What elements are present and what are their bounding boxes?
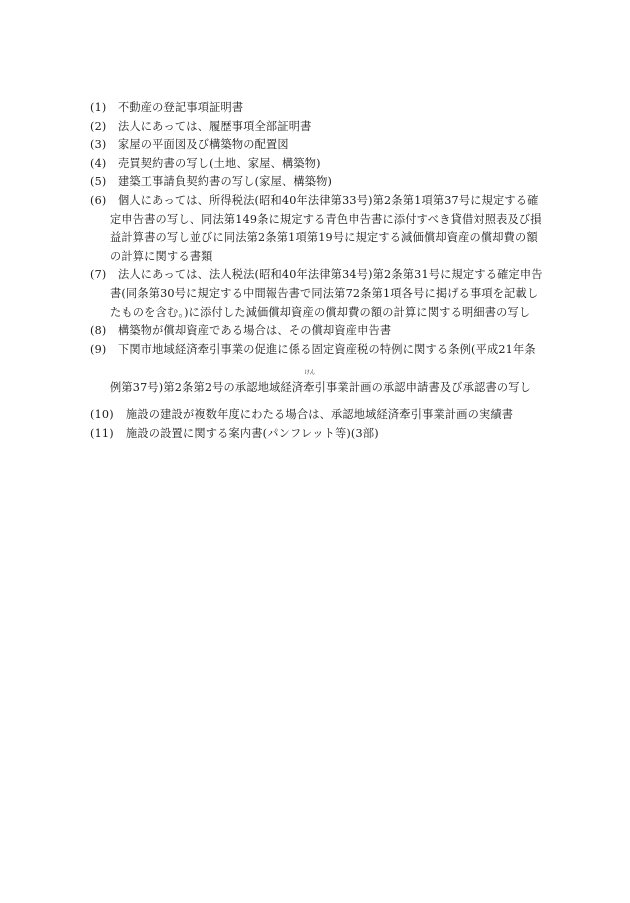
item-number: (5) [90, 175, 107, 189]
item-line: 家屋の平面図及び構築物の配置図 [118, 138, 289, 152]
item-line: 構築物が償却資産である場合は、その償却資産申告書 [118, 324, 392, 338]
list-item [90, 425, 552, 444]
item-text [110, 192, 544, 266]
list-item [90, 99, 552, 118]
list-item [90, 192, 552, 266]
item-text [118, 173, 544, 192]
item-number: (11) [90, 426, 114, 440]
item-line: 法人にあっては、法人税法(昭和40年法律第34号)第2条第31号に規定する確定申告 [118, 268, 543, 282]
item-number: (9) [90, 342, 107, 356]
item-line: 建築工事請負契約書の写し(家屋、構築物) [118, 175, 333, 189]
ruby-line-before: 例第37号)第2条第2号の承認地域経済 [110, 381, 304, 395]
item-line: 不動産の登記事項証明書 [118, 101, 244, 114]
item-number: (1) [90, 101, 107, 114]
item-line: 下関市地域経済牽引事業の促進に係る固定資産税の特例に関する条例(平成21年条 [118, 342, 536, 356]
item-line: の計算に関する書類 [110, 249, 213, 263]
item-text [126, 406, 552, 425]
item-line: 定申告書の写し、同法第149条に規定する青色申告書に添付すべき貸借対照表及び損 [110, 212, 542, 226]
item-text [118, 99, 544, 118]
list-item [90, 118, 552, 137]
item-text [118, 118, 544, 137]
ruby-annotated-char [303, 370, 316, 398]
item-text [126, 425, 552, 444]
item-number: (8) [90, 324, 107, 338]
item-number: (10) [90, 407, 114, 421]
list-item [90, 266, 552, 322]
item-number: (3) [90, 138, 107, 152]
item-line: 売買契約書の写し(土地、家屋、構築物) [118, 156, 321, 170]
item-number: (6) [90, 193, 107, 207]
list-item [90, 136, 552, 155]
item-text [118, 155, 544, 174]
item-number: (4) [90, 156, 107, 170]
item-line: 個人にあっては、所得税法(昭和40年法律第33号)第2条第1項第37号に規定する確 [118, 193, 539, 207]
required-documents-list [90, 99, 552, 443]
item-text [110, 341, 544, 398]
item-line: 法人にあっては、履歴事項全部証明書 [118, 119, 312, 133]
item-text [118, 322, 544, 341]
item-line: 益計算書の写し並びに同法第2条第1項第19号に規定する減価償却資産の償却費の額 [110, 231, 538, 245]
list-item [90, 173, 552, 192]
item-line: 書(同条第30号に規定する中間報告書で同法第72条第1項各号に掲げる事項を記載し [110, 286, 539, 300]
ruby-reading: けん [304, 370, 316, 377]
list-item [90, 155, 552, 174]
ruby-line-after: 引事業計画の承認申請書及び承認書の写し [314, 381, 532, 395]
list-item [90, 322, 552, 341]
item-number: (2) [90, 119, 107, 133]
item-line: 施設の設置に関する案内書(パンフレット等)(3部) [126, 426, 379, 440]
item-line: 施設の建設が複数年度にわたる場合は、承認地域経済牽引事業計画の実績書 [126, 407, 514, 421]
ruby-base: 牽 [303, 381, 315, 395]
item-line-with-ruby [110, 370, 544, 398]
list-item [90, 406, 552, 425]
item-text [118, 136, 544, 155]
item-line: たものを含む。)に添付した減価償却資産の償却費の額の計算に関する明細書の写し [110, 305, 531, 319]
item-number: (7) [90, 268, 107, 282]
list-item [90, 341, 552, 398]
item-text [110, 266, 544, 322]
